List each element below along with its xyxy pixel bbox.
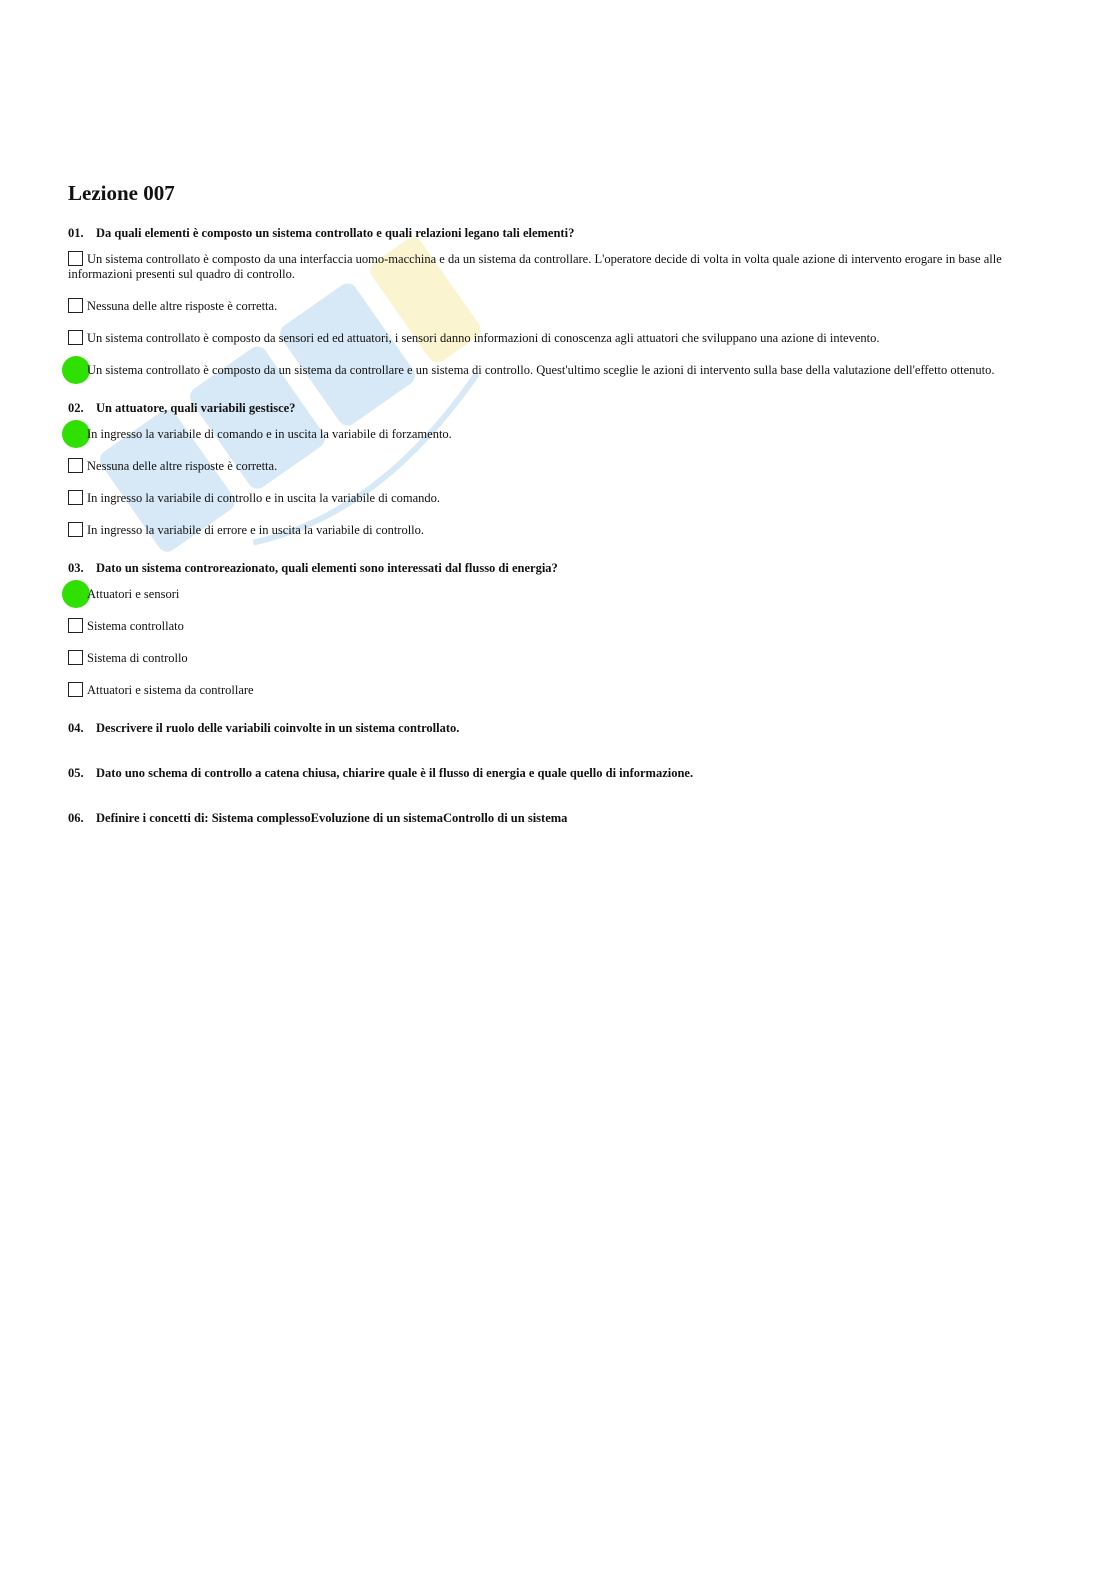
answer-text: Sistema controllato xyxy=(87,619,184,633)
question-label: Descrivere il ruolo delle variabili coinvolte in un sistema controllato. xyxy=(96,721,460,735)
answer-text: In ingresso la variabile di errore e in uscita la variabile di controllo. xyxy=(87,523,425,537)
answer-checkbox[interactable] xyxy=(68,618,83,633)
question-label: Definire i concetti di: Sistema complessoEvoluzione di un sistemaControllo di un sistema xyxy=(96,811,568,825)
question-block xyxy=(68,560,1028,698)
document-body xyxy=(68,180,1028,855)
question-block xyxy=(68,400,1028,538)
question-text xyxy=(68,765,1028,781)
correct-answer-marker-icon xyxy=(62,356,90,384)
answer-text: In ingresso la variabile di comando e in uscita la variabile di forzamento. xyxy=(87,427,452,441)
question-block xyxy=(68,720,1028,736)
answer-text: Attuatori e sensori xyxy=(87,587,180,601)
question-block xyxy=(68,225,1028,378)
answer-option[interactable] xyxy=(68,650,1028,666)
answer-text: Un sistema controllato è composto da un sistema da controllare e un sistema di controllo. Quest'ultimo sceglie le azioni di intervento sulla base della valutazione dell'effetto ottenuto. xyxy=(87,363,995,377)
question-label: Dato un sistema controreazionato, quali elementi sono interessati dal flusso di energia? xyxy=(96,561,558,575)
answer-option[interactable] xyxy=(68,490,1028,506)
answer-option[interactable] xyxy=(68,330,1028,346)
answer-option[interactable] xyxy=(68,362,1028,378)
answer-checkbox[interactable] xyxy=(68,458,83,473)
question-block xyxy=(68,765,1028,781)
question-number: 01. xyxy=(68,226,84,240)
questions-list xyxy=(68,225,1028,826)
question-text xyxy=(68,810,1028,826)
question-block xyxy=(68,810,1028,826)
answer-list xyxy=(68,251,1028,378)
answer-checkbox[interactable] xyxy=(68,682,83,697)
answer-checkbox[interactable] xyxy=(68,330,83,345)
answer-text: Attuatori e sistema da controllare xyxy=(87,683,254,697)
answer-list xyxy=(68,426,1028,538)
question-label: Un attuatore, quali variabili gestisce? xyxy=(96,401,296,415)
question-text xyxy=(68,720,1028,736)
answer-list xyxy=(68,586,1028,698)
answer-checkbox[interactable] xyxy=(68,490,83,505)
answer-option[interactable] xyxy=(68,251,1028,282)
answer-option[interactable] xyxy=(68,426,1028,442)
question-number: 04. xyxy=(68,721,84,735)
correct-answer-marker-icon xyxy=(62,580,90,608)
question-label: Da quali elementi è composto un sistema controllato e quali relazioni legano tali elementi? xyxy=(96,226,575,240)
answer-text: Sistema di controllo xyxy=(87,651,188,665)
page-title: Lezione 007 xyxy=(68,181,175,205)
answer-text: Un sistema controllato è composto da una interfaccia uomo-macchina e da un sistema da controllare. L'operatore decide di volta in volta quale azione di intervento erogare in base alle informazioni presenti sul quadro di controllo. xyxy=(68,252,1002,281)
question-number: 05. xyxy=(68,766,84,780)
answer-option[interactable] xyxy=(68,522,1028,538)
question-text xyxy=(68,225,1028,241)
answer-checkbox[interactable] xyxy=(68,298,83,313)
answer-checkbox[interactable] xyxy=(68,251,83,266)
answer-text: Nessuna delle altre risposte è corretta. xyxy=(87,459,278,473)
question-number: 06. xyxy=(68,811,84,825)
answer-checkbox[interactable] xyxy=(68,650,83,665)
answer-text: Nessuna delle altre risposte è corretta. xyxy=(87,299,278,313)
correct-answer-marker-icon xyxy=(62,420,90,448)
answer-checkbox[interactable] xyxy=(68,522,83,537)
question-number: 02. xyxy=(68,401,84,415)
question-text xyxy=(68,400,1028,416)
answer-option[interactable] xyxy=(68,682,1028,698)
question-text xyxy=(68,560,1028,576)
answer-option[interactable] xyxy=(68,298,1028,314)
answer-option[interactable] xyxy=(68,618,1028,634)
question-number: 03. xyxy=(68,561,84,575)
question-label: Dato uno schema di controllo a catena chiusa, chiarire quale è il flusso di energia e quale quello di informazione. xyxy=(96,766,694,780)
answer-option[interactable] xyxy=(68,586,1028,602)
answer-option[interactable] xyxy=(68,458,1028,474)
answer-text: In ingresso la variabile di controllo e in uscita la variabile di comando. xyxy=(87,491,441,505)
answer-text: Un sistema controllato è composto da sensori ed ed attuatori, i sensori danno informazioni di conoscenza agli attuatori che sviluppano una azione di intevento. xyxy=(87,331,880,345)
